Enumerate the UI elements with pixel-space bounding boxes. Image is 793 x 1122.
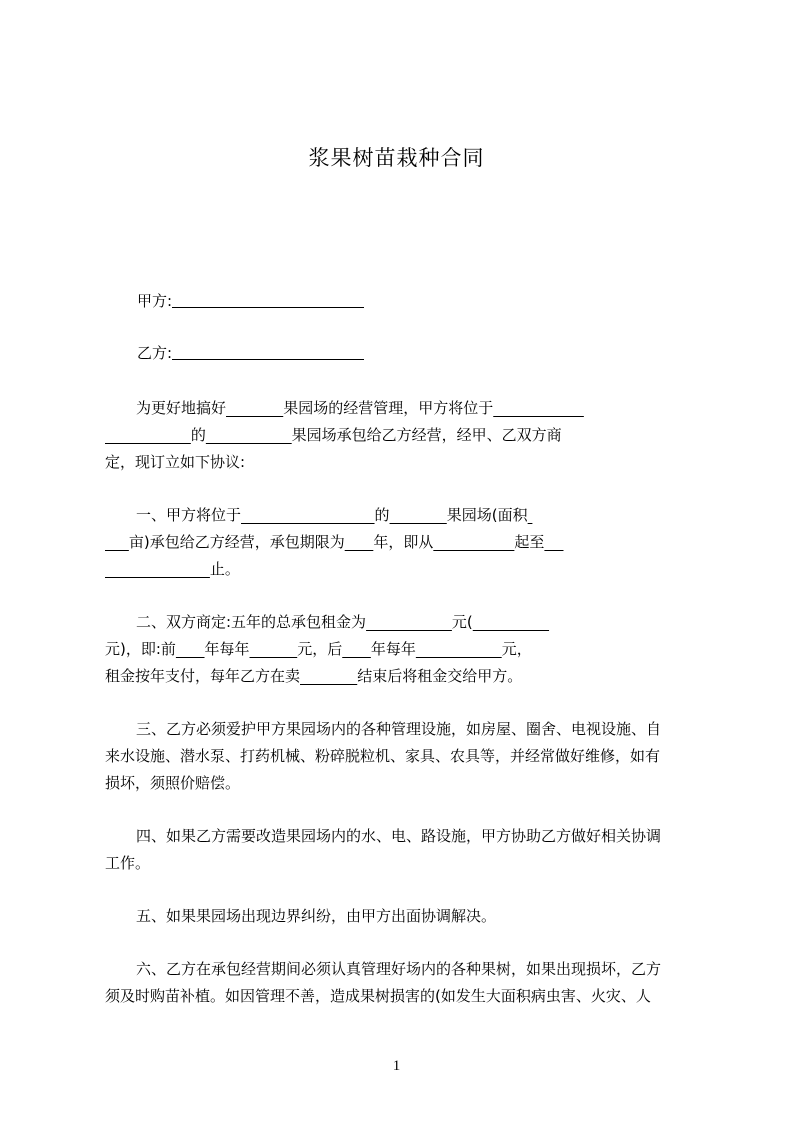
clause-text: 三、乙方必须爱护甲方果园场内的各种管理设施，如房屋、圈舍、电视设施、自 [136,720,662,738]
clause-1 [105,502,701,583]
fill-blank [300,667,357,685]
clause-text: 的 [374,506,390,524]
clause-text: 租金按年支付，每年乙方在卖 [105,667,301,685]
fill-blank [241,506,375,524]
fill-blank [105,560,210,578]
fill-blank [493,399,584,417]
clause-text: 年每年 [204,640,250,658]
fill-blank [250,640,298,658]
clause-text: 亩)承包给乙方经营，承包期限为 [128,533,345,551]
clause-text: 结束后将租金交给甲方。 [357,667,523,685]
fill-blank [366,613,452,631]
party-a-line [137,290,364,312]
fill-blank [206,426,292,444]
clause-text: 止。 [209,560,240,578]
fill-blank [345,533,374,551]
clause-text: 起至 [514,533,545,551]
fill-blank [544,533,563,551]
document-title: 浆果树苗栽种合同 [308,146,485,170]
clause-text: 须及时购苗补植。如因管理不善，造成果树损害的(如发生大面积病虫害、火灾、人 [105,987,651,1005]
clause-text: 元， [501,640,532,658]
intro-text: 为更好地搞好 [136,399,227,417]
clause-text: 一、甲方将位于 [136,506,242,524]
intro-text: 定，现订立如下协议: [105,453,246,471]
clause-5 [105,903,701,930]
clause-text: 工作。 [105,854,151,872]
clause-text: 年每年 [370,640,416,658]
clause-text: 元( [451,613,473,631]
clause-6 [105,956,701,1010]
fill-blank [390,506,447,524]
clause-text: 来水设施、潜水泵、打药机械、粉碎脱粒机、家具、农具等，并经常做好维修，如有 [105,747,661,765]
party-a-label: 甲方: [137,292,173,310]
clause-text: 五、如果果园场出现边界纠纷，由甲方出面协调解决。 [136,907,497,925]
party-b-blank [172,343,364,360]
fill-blank [226,399,283,417]
clause-4 [105,823,701,877]
fill-blank [473,613,549,631]
page-number: 1 [392,1058,401,1074]
fill-blank [342,640,371,658]
intro-text: 果园场的经营管理，甲方将位于 [283,399,494,417]
party-b-label: 乙方: [137,344,173,362]
fill-blank [433,533,514,551]
clause-text: 二、双方商定:五年的总承包租金为 [136,613,367,631]
fill-blank [416,640,502,658]
clause-text: 元，后 [297,640,343,658]
clause-text: 果园场(面积 [446,506,528,524]
clause-text: 损坏，须照价赔偿。 [105,774,241,792]
fill-blank [105,426,191,444]
intro-paragraph [105,395,701,476]
party-a-blank [172,291,364,308]
fill-blank [176,640,205,658]
clause-text: 元)，即:前 [105,640,176,658]
clause-2 [105,609,701,690]
party-b-line [137,342,364,364]
intro-text: 果园场承包给乙方经营，经甲、乙双方商 [291,426,562,444]
fill-blank [528,506,533,524]
clause-text: 四、如果乙方需要改造果园场内的水、电、路设施，甲方协助乙方做好相关协调 [136,827,662,845]
fill-blank [105,533,129,551]
clause-text: 年，即从 [373,533,434,551]
clause-3 [105,716,701,797]
clause-text: 六、乙方在承包经营期间必须认真管理好场内的各种果树，如果出现损坏，乙方 [136,960,662,978]
intro-text: 的 [190,426,206,444]
